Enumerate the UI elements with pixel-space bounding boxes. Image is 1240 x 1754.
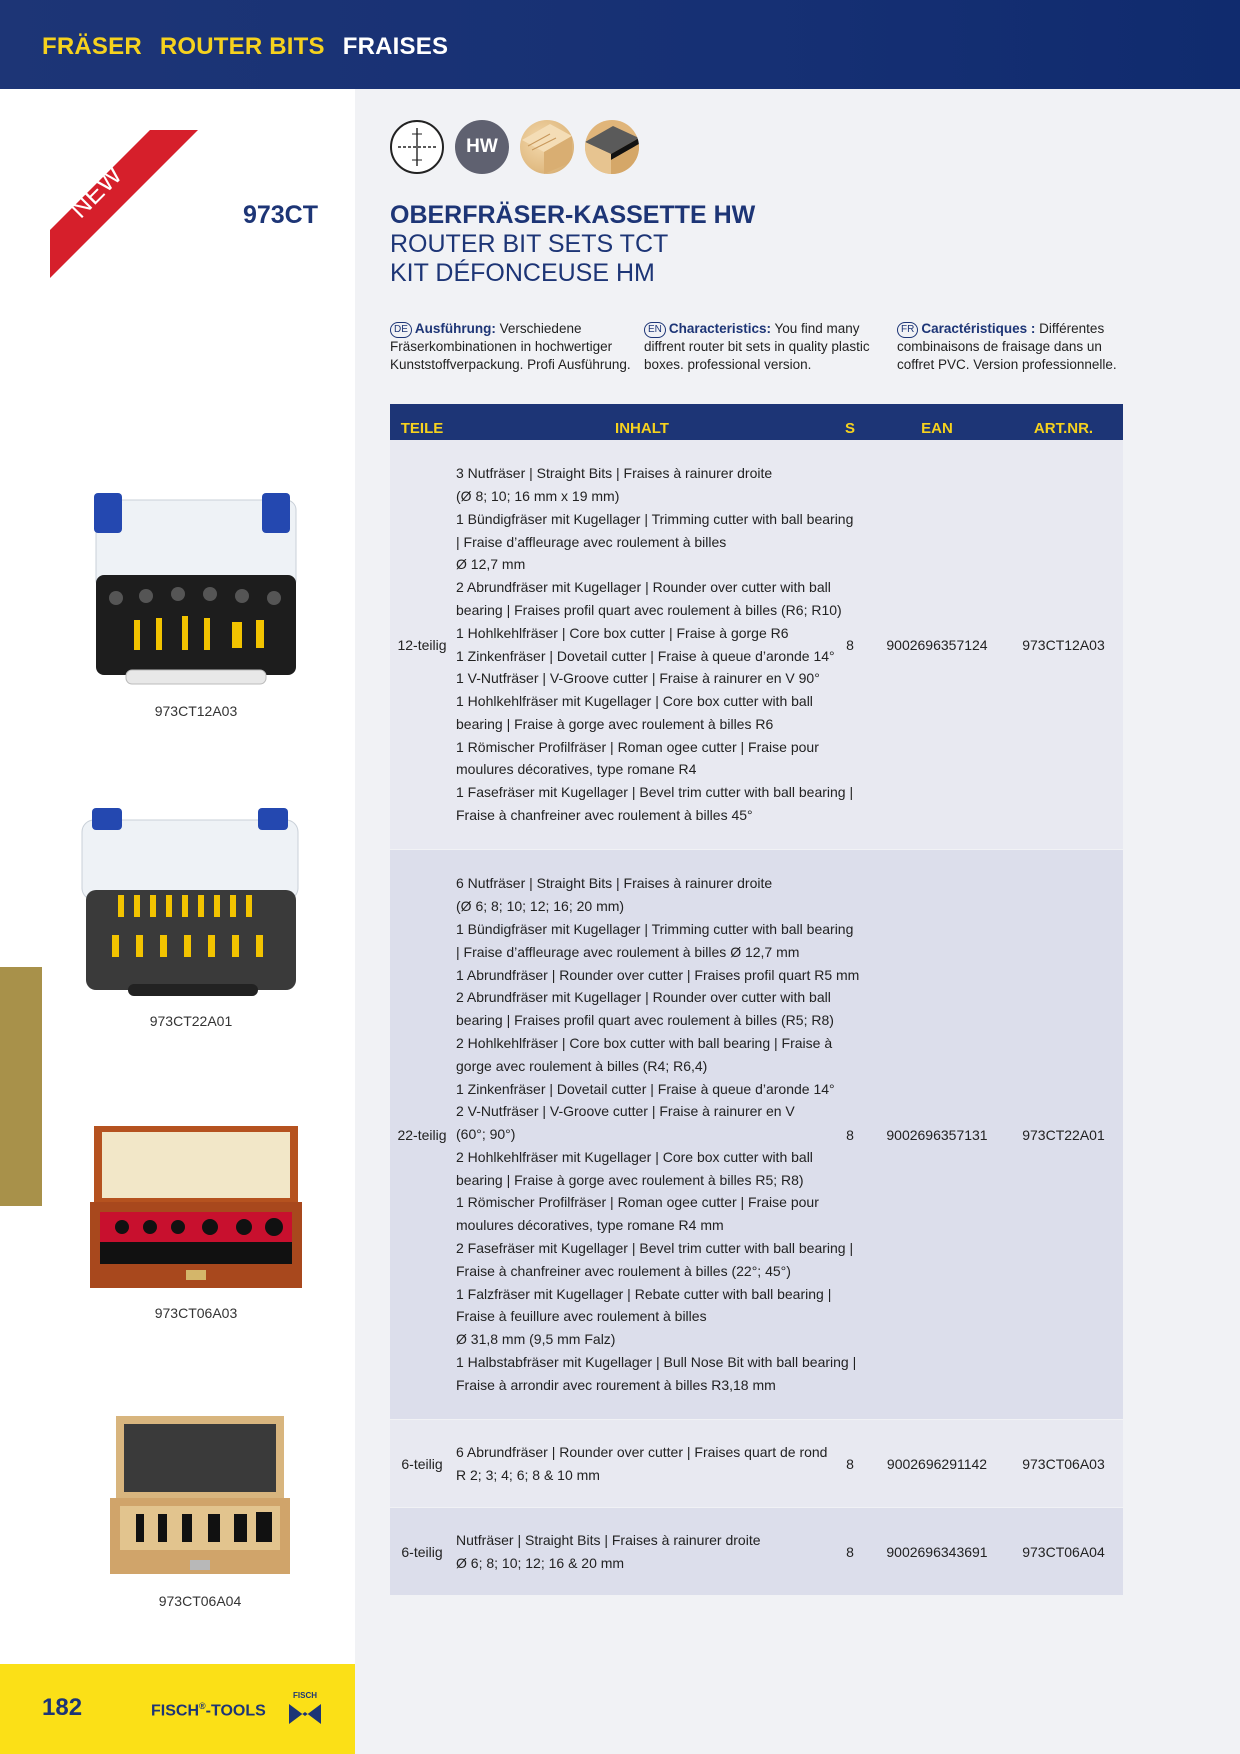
title-en: ROUTER BITS [159, 33, 325, 60]
inhalt-line: 6 Nutfräser | Straight Bits | Fraises à rainurer droite [456, 875, 773, 892]
inhalt-line: | Fraise d’affleurage avec roulement à billes Ø 12,7 mm [456, 943, 800, 960]
inhalt-line: 2 Fasefräser mit Kugellager | Bevel trim cutter with ball bearing | [456, 1240, 854, 1257]
series-code: 973CT [242, 201, 318, 229]
table-header [390, 404, 1123, 440]
cell-s: 8 [846, 1126, 854, 1143]
thumb-caption: 973CT06A04 [158, 1593, 242, 1609]
product-thumb [86, 1122, 306, 1321]
fisch-logo-icon [285, 1688, 325, 1733]
description-fr [897, 320, 1142, 374]
description-de [390, 320, 635, 374]
description-en [644, 320, 889, 374]
inhalt-line: 1 Römischer Profilfräser | Roman ogee cutter | Fraise pour [456, 1194, 819, 1211]
brand-suffix: -TOOLS [205, 1702, 266, 1720]
inhalt-line: Ø 12,7 mm [456, 556, 526, 573]
inhalt-line: 1 Bündigfräser mit Kugellager | Trimming cutter with ball bearing [456, 920, 854, 937]
title-fr: FRAISES [342, 33, 449, 60]
product-heading [390, 201, 755, 288]
cell-art: 973CT22A01 [1022, 1126, 1105, 1143]
product-thumb [86, 490, 306, 719]
product-image-wooden-box-06a04 [106, 1410, 294, 1585]
table-row [390, 1508, 1123, 1596]
inhalt-line: 1 Hohlkehlfräser | Core box cutter | Fraise à gorge R6 [456, 624, 789, 641]
inhalt-line: bearing | Fraises profil quart avec roulement à billes (R6; R10) [456, 601, 842, 618]
new-ribbon [40, 130, 200, 280]
hw-icon [455, 120, 509, 174]
lang-badge-en: EN [644, 322, 666, 338]
inhalt-line: 2 V-Nutfräser | V-Groove cutter | Fraise à rainurer en V [456, 1103, 795, 1120]
cell-teile: 22-teilig [397, 1126, 447, 1143]
desc-label-de: Ausführung: [414, 321, 496, 336]
product-image-plastic-case-12 [86, 490, 306, 695]
inhalt-line: 1 Bündigfräser mit Kugellager | Trimming cutter with ball bearing [456, 510, 854, 527]
cell-ean: 9002696343691 [886, 1543, 988, 1560]
crosshair-icon [390, 120, 444, 174]
col-inhalt: INHALT [615, 420, 669, 437]
table-row [390, 440, 1123, 850]
inhalt-line: 1 Halbstabfräser mit Kugellager | Bull Nose Bit with ball bearing | [456, 1354, 857, 1371]
inhalt-line: 2 Hohlkehlfräser | Core box cutter with ball bearing | Fraise à [456, 1034, 833, 1051]
inhalt-line: Nutfräser | Straight Bits | Fraises à rainurer droite [456, 1531, 761, 1548]
cell-inhalt [454, 872, 860, 1396]
inhalt-line: 1 V-Nutfräser | V-Groove cutter | Fraise à rainurer en V 90° [456, 670, 820, 687]
page-number: 182 [42, 1694, 83, 1721]
product-image-plastic-case-22 [78, 800, 304, 1005]
col-teile: TEILE [400, 420, 444, 437]
inhalt-line: 2 Abrundfräser mit Kugellager | Rounder over cutter with ball [456, 579, 831, 596]
thumb-caption: 973CT06A03 [154, 1305, 238, 1321]
inhalt-line: moulures décoratives, type romane R4 [456, 761, 697, 778]
heading-fr: KIT DÉFONCEUSE HM [390, 259, 655, 287]
category-title [42, 33, 448, 61]
cell-s: 8 [846, 1455, 854, 1472]
coated-board-icon [585, 120, 639, 174]
col-s: S [844, 420, 855, 437]
inhalt-line: gorge avec roulement à billes (R4; R6,4) [456, 1057, 708, 1074]
col-ean: EAN [921, 420, 953, 437]
cell-s: 8 [846, 1543, 854, 1560]
brand-text: FISCH [151, 1702, 199, 1720]
title-de: FRÄSER [42, 33, 142, 60]
inhalt-line: bearing | Fraise à gorge avec roulement à billes R6 [456, 715, 774, 732]
cell-teile: 6-teilig [401, 1543, 443, 1560]
cell-inhalt [454, 1529, 830, 1575]
product-image-wooden-box-06a03 [86, 1122, 306, 1297]
cell-teile: 12-teilig [397, 636, 447, 653]
cell-teile: 6-teilig [401, 1455, 443, 1472]
inhalt-line: 1 Römischer Profilfräser | Roman ogee cutter | Fraise pour [456, 738, 819, 755]
inhalt-line: bearing | Fraises profil quart avec roulement à billes (R5; R8) [456, 1012, 834, 1029]
cell-art: 973CT06A03 [1022, 1455, 1105, 1472]
inhalt-line: Fraise à arrondir avec rourement à billes R3,18 mm [456, 1376, 776, 1393]
heading-en: ROUTER BIT SETS TCT [390, 230, 669, 258]
new-label: NEW [63, 159, 128, 224]
inhalt-line: (Ø 6; 8; 10; 12; 16; 20 mm) [456, 898, 625, 915]
desc-text-en: You find many diffrent router bit sets in quality plastic boxes. professional version. [644, 321, 870, 372]
col-art: ART.NR. [1033, 420, 1094, 437]
inhalt-line: bearing | Fraise à gorge avec roulement à billes R5; R8) [456, 1171, 804, 1188]
inhalt-line: 6 Abrundfräser | Rounder over cutter | Fraises quart de rond [456, 1443, 828, 1460]
brand-name [151, 1701, 266, 1720]
property-icons [390, 120, 639, 174]
inhalt-line: 1 Zinkenfräser | Dovetail cutter | Fraise à queue d’aronde 14° [456, 647, 835, 664]
cell-art: 973CT12A03 [1022, 636, 1105, 653]
inhalt-line: Ø 6; 8; 10; 12; 16 & 20 mm [456, 1554, 625, 1571]
inhalt-line: 2 Abrundfräser mit Kugellager | Rounder over cutter with ball [456, 989, 831, 1006]
lang-badge-de: DE [390, 322, 412, 338]
inhalt-line: R 2; 3; 4; 6; 8 & 10 mm [456, 1466, 600, 1483]
table-row [390, 850, 1123, 1420]
inhalt-line: 1 Falzfräser mit Kugellager | Rebate cutter with ball bearing | [456, 1285, 832, 1302]
page-header [0, 0, 1240, 89]
thumb-caption: 973CT12A03 [154, 703, 238, 719]
cell-s: 8 [846, 636, 854, 653]
inhalt-line: (60°; 90°) [456, 1126, 516, 1143]
cell-ean: 9002696357131 [886, 1126, 988, 1143]
brand-reg: ® [199, 1701, 206, 1711]
table-row [390, 1420, 1123, 1508]
cell-inhalt [454, 1441, 830, 1487]
wood-icon [520, 120, 574, 174]
hw-label: HW [466, 136, 498, 157]
page-footer [0, 1664, 355, 1754]
cell-inhalt [454, 462, 854, 827]
inhalt-line: 1 Zinkenfräser | Dovetail cutter | Fraise à queue d’aronde 14° [456, 1080, 835, 1097]
cell-art: 973CT06A04 [1022, 1543, 1105, 1560]
inhalt-line: 1 Fasefräser mit Kugellager | Bevel trim cutter with ball bearing | [456, 784, 854, 801]
product-table [390, 404, 1123, 1596]
thumb-caption: 973CT22A01 [149, 1013, 233, 1029]
inhalt-line: 3 Nutfräser | Straight Bits | Fraises à rainurer droite [456, 465, 773, 482]
heading-de: OBERFRÄSER-KASSETTE HW [390, 201, 756, 229]
inhalt-line: Fraise à feuillure avec roulement à billes [456, 1308, 707, 1325]
desc-text-fr: Différentes combinaisons de fraisage dans un coffret PVC. Version professionnelle. [897, 321, 1117, 372]
inhalt-line: (Ø 8; 10; 16 mm x 19 mm) [456, 487, 620, 504]
inhalt-line: Fraise à chanfreiner avec roulement à billes 45° [456, 807, 753, 824]
product-thumb [78, 800, 304, 1029]
inhalt-line: 1 Hohlkehlfräser mit Kugellager | Core box cutter with ball [456, 693, 813, 710]
inhalt-line: Fraise à chanfreiner avec roulement à billes (22°; 45°) [456, 1262, 791, 1279]
inhalt-line: | Fraise d’affleurage avec roulement à billes [456, 533, 727, 550]
inhalt-line: moulures décoratives, type romane R4 mm [456, 1217, 724, 1234]
cell-ean: 9002696357124 [886, 636, 988, 653]
lang-badge-fr: FR [897, 322, 918, 338]
desc-text-de: Verschiedene Fräserkombinationen in hochwertiger Kunststoffverpackung. Profi Ausführung. [390, 321, 631, 372]
inhalt-line: 1 Abrundfräser | Rounder over cutter | Fraises profil quart R5 mm [456, 966, 860, 983]
cell-ean: 9002696291142 [886, 1455, 988, 1472]
chapter-tab [0, 967, 42, 1206]
inhalt-line: 2 Hohlkehlfräser mit Kugellager | Core box cutter with ball [456, 1148, 813, 1165]
desc-label-fr: Caractéristiques : [921, 321, 1036, 336]
logo-text: FISCH [293, 1691, 317, 1700]
inhalt-line: Ø 31,8 mm (9,5 mm Falz) [456, 1331, 616, 1348]
product-thumb [106, 1410, 294, 1609]
desc-label-en: Characteristics: [668, 321, 771, 336]
